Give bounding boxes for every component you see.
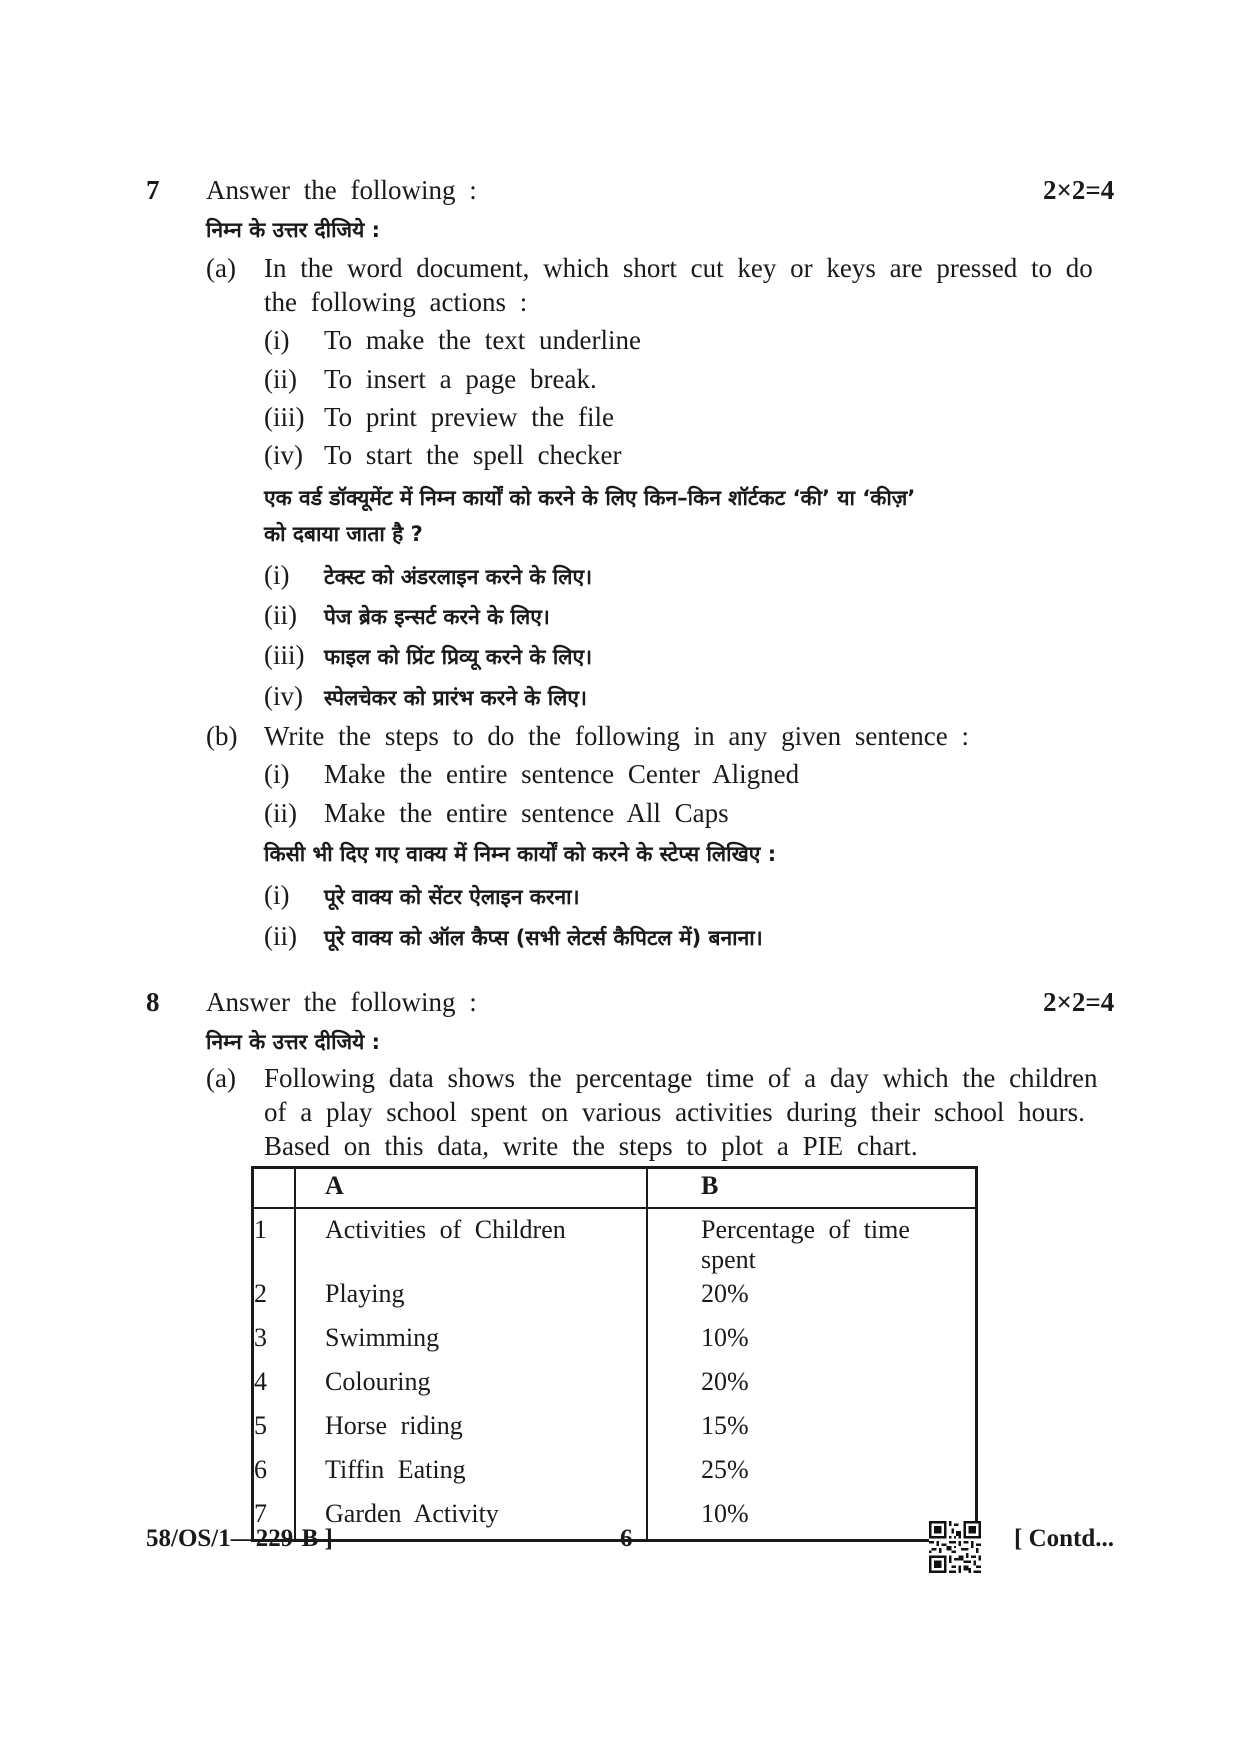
q7b-item-num: (ii) bbox=[264, 798, 297, 828]
table-header-row bbox=[253, 1168, 977, 1209]
table-row bbox=[253, 1275, 977, 1319]
q8a-line1: Following data shows the percentage time of a day which the children bbox=[264, 1063, 1098, 1093]
q8-number: 8 bbox=[146, 987, 160, 1017]
percentage-cell: 20% bbox=[701, 1279, 749, 1308]
qr-code-icon bbox=[929, 1521, 981, 1573]
table-row bbox=[253, 1208, 977, 1275]
activity-cell: Playing bbox=[295, 1275, 647, 1319]
q7a-hindi-item-text: टेक्स्ट को अंडरलाइन करने के लिए। bbox=[324, 565, 593, 589]
row-number: 1 bbox=[253, 1208, 296, 1275]
q7b-hindi-item-num: (i) bbox=[264, 880, 290, 910]
q8-title: Answer the following : bbox=[206, 987, 477, 1017]
table-row bbox=[253, 1363, 977, 1407]
q7a-item-text: To make the text underline bbox=[324, 325, 642, 355]
table-row bbox=[253, 1407, 977, 1451]
q7b-text: Write the steps to do the following in any given sentence : bbox=[264, 721, 970, 751]
q7b-label: (b) bbox=[206, 721, 238, 751]
q8a-label: (a) bbox=[206, 1063, 236, 1093]
q7b-item-text: Make the entire sentence Center Aligned bbox=[324, 759, 800, 789]
table-row bbox=[253, 1319, 977, 1363]
q7b-hindi-item-text: पूरे वाक्य को सेंटर ऐलाइन करना। bbox=[324, 885, 580, 909]
q7a-item-text: To print preview the file bbox=[324, 402, 615, 432]
activities-table bbox=[251, 1166, 978, 1542]
activity-cell: Tiffin Eating bbox=[295, 1451, 647, 1495]
q7a-hindi-line1: एक वर्ड डॉक्यूमेंट में निम्न कार्यों को करने के लिए किन–किन शॉर्टकट ‘की’ या ‘कीज़’ bbox=[264, 486, 916, 510]
q7-marks: 2×2=4 bbox=[1043, 175, 1115, 205]
q7a-item-num: (ii) bbox=[264, 364, 297, 394]
table-header-a: A bbox=[295, 1168, 647, 1209]
q7a-text-line1: In the word document, which short cut key or keys are pressed to do bbox=[264, 253, 1093, 283]
table-header-b: B bbox=[647, 1168, 977, 1209]
q8-marks: 2×2=4 bbox=[1043, 987, 1115, 1017]
percentage-cell: 25% bbox=[701, 1455, 749, 1484]
q7a-hindi-item-num: (i) bbox=[264, 560, 290, 590]
percentage-cell: 10% bbox=[701, 1499, 749, 1528]
q7a-hindi-item-text: फाइल को प्रिंट प्रिव्यू करने के लिए। bbox=[324, 645, 593, 669]
row-number: 3 bbox=[253, 1319, 296, 1363]
activity-cell: Activities of Children bbox=[295, 1208, 647, 1275]
q7-number: 7 bbox=[146, 175, 160, 205]
q7b-hindi-item-num: (ii) bbox=[264, 921, 297, 951]
row-number: 2 bbox=[253, 1275, 296, 1319]
q7-title-hindi: निम्न के उत्तर दीजिये : bbox=[206, 218, 380, 242]
table-row bbox=[253, 1451, 977, 1495]
row-number: 5 bbox=[253, 1407, 296, 1451]
q7a-hindi-item-num: (ii) bbox=[264, 600, 297, 630]
percentage-cell: 10% bbox=[701, 1323, 749, 1352]
q7a-hindi-item-num: (iii) bbox=[264, 640, 305, 670]
q7a-item-num: (i) bbox=[264, 325, 290, 355]
q7b-item-text: Make the entire sentence All Caps bbox=[324, 798, 729, 828]
table-row bbox=[253, 1495, 977, 1541]
q8a-line2: of a play school spent on various activities during their school hours. bbox=[264, 1097, 1085, 1127]
q7b-hindi-text: किसी भी दिए गए वाक्य में निम्न कार्यों को करने के स्टेप्स लिखिए : bbox=[264, 842, 777, 866]
q7a-text-line2: the following actions : bbox=[264, 287, 528, 317]
q7a-hindi-item-num: (iv) bbox=[264, 681, 303, 711]
q8a-line3: Based on this data, write the steps to plot a PIE chart. bbox=[264, 1131, 918, 1161]
footer-contd: [ Contd... bbox=[1014, 1525, 1115, 1552]
q7a-item-num: (iv) bbox=[264, 440, 303, 470]
percentage-cell: Percentage of time spent bbox=[701, 1215, 910, 1274]
activity-cell: Colouring bbox=[295, 1363, 647, 1407]
q7a-item-num: (iii) bbox=[264, 402, 305, 432]
activity-cell: Garden Activity bbox=[295, 1495, 647, 1541]
q7a-hindi-item-text: स्पेलचेकर को प्रारंभ करने के लिए। bbox=[324, 686, 587, 710]
q7-title: Answer the following : bbox=[206, 175, 477, 205]
percentage-cell: 15% bbox=[701, 1411, 749, 1440]
q7a-label: (a) bbox=[206, 253, 236, 283]
footer-paper-code: 58/OS/1—229-B ] bbox=[146, 1525, 333, 1552]
row-number: 6 bbox=[253, 1451, 296, 1495]
footer-page-number: 6 bbox=[620, 1525, 633, 1552]
q7b-hindi-item-text: पूरे वाक्य को ऑल कैप्स (सभी लेटर्स कैपिटल में) बनाना। bbox=[324, 926, 763, 950]
q8-title-hindi: निम्न के उत्तर दीजिये : bbox=[206, 1030, 380, 1054]
percentage-cell: 20% bbox=[701, 1367, 749, 1396]
row-number: 4 bbox=[253, 1363, 296, 1407]
q7a-hindi-line2: को दबाया जाता है ? bbox=[264, 522, 423, 546]
table-header-blank bbox=[253, 1168, 296, 1209]
activity-cell: Horse riding bbox=[295, 1407, 647, 1451]
q7a-item-text: To insert a page break. bbox=[324, 364, 597, 394]
row-number: 7 bbox=[253, 1495, 296, 1541]
q7a-item-text: To start the spell checker bbox=[324, 440, 622, 470]
q7a-hindi-item-text: पेज ब्रेक इन्सर्ट करने के लिए। bbox=[324, 605, 550, 629]
activity-cell: Swimming bbox=[295, 1319, 647, 1363]
q7b-item-num: (i) bbox=[264, 759, 290, 789]
